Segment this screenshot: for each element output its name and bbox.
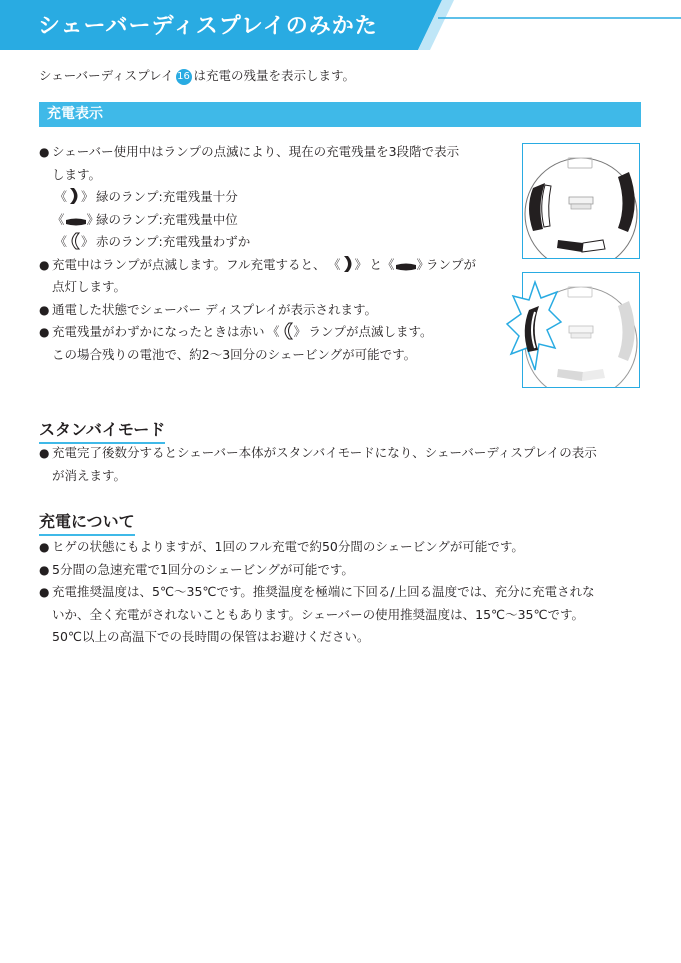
charging-body: ● ヒゲの状態にもよりますが、1回のフル充電で約50分間のシェービングが可能です。 ● 5分間の急速充電で1回分のシェービングが可能です。 ● 充電推奨温度は、5℃～35℃です。推奨温度を極端に下回る/上回る温度では、充分に充電されな いか、全く充電がされないこともあります。シェーバーの使用推奨温度は、15℃～35℃です。 50℃以上の高温下での長時間の保管はお避けください。 — [39, 536, 647, 649]
bullet-icon: ● — [39, 562, 50, 577]
lamp-row-full: 《 》 緑のランプ:充電残量十分 — [39, 186, 509, 209]
bullet-icon: ● — [39, 302, 50, 317]
list-item: ● 充電完了後数分するとシェーバー本体がスタンバイモードになり、シェーバーディスプレイの表示 — [39, 442, 647, 465]
lamp-row-low: 《 》 赤のランプ:充電残量わずか — [39, 231, 509, 254]
list-item: ● ヒゲの状態にもよりますが、1回のフル充電で約50分間のシェービングが可能です。 — [39, 536, 647, 559]
list-item: ● 充電中はランプが点滅します。フル充電すると、 《 》 と《 》ランプが — [39, 254, 509, 277]
standby-body: ● 充電完了後数分するとシェーバー本体がスタンバイモードになり、シェーバーディスプレイの表示 が消えます。 — [39, 442, 647, 487]
intro-text: シェーバーディスプレイ 16 は充電の残量を表示します。 — [39, 68, 356, 83]
number-badge: 16 — [176, 69, 192, 85]
lamp-full-icon: 《 》 — [328, 256, 368, 272]
bullet-icon: ● — [39, 540, 50, 554]
list-item: ● シェーバー使用中はランプの点滅により、現在の充電残量を3段階で表示 — [39, 141, 509, 164]
list-item: ● 充電残量がわずかになったときは赤い 《 》 ランプが点滅します。 — [39, 321, 509, 344]
charge-display-body: ● シェーバー使用中はランプの点滅により、現在の充電残量を3段階で表示 します。 《 》 緑のランプ:充電残量十分 《 》緑のランプ:充電残量中位 《 》 赤のランプ:充電残量わずか ● 充電中はランプが点滅します。フル充電すると、 《 》 と《 》ランプが 点灯します。 ● 通電した状態でシェーバー ディスプレイが表示されます。 ● 充電残量がわずかになったときは赤い 《 》 ランプが点滅します。 この場合残りの電池で、約2～3回分のシェービングが可能です。 — [39, 141, 509, 366]
lamp-row-mid: 《 》緑のランプ:充電残量中位 — [39, 209, 509, 232]
shaver-display-full-illustration — [523, 144, 640, 259]
section-title-charging: 充電について — [39, 509, 135, 536]
bullet-icon: ● — [39, 257, 50, 272]
display-figure-full — [522, 143, 640, 259]
bullet-icon: ● — [39, 446, 50, 460]
lamp-mid-icon: 《 》 — [382, 256, 430, 272]
lamp-full-icon: 《 》 — [54, 189, 94, 204]
list-item: ● 充電推奨温度は、5℃～35℃です。推奨温度を極端に下回る/上回る温度では、充分に充電されな — [39, 581, 647, 604]
section-title-standby: スタンバイモード — [39, 417, 165, 444]
section-title-charge-display: 充電表示 — [39, 102, 641, 127]
lamp-low-icon: 《 》 — [54, 234, 94, 249]
lamp-mid-icon: 《 》 — [52, 211, 100, 227]
page-title: シェーバーディスプレイのみかた — [38, 14, 378, 39]
bullet-icon: ● — [39, 145, 50, 159]
bullet-icon: ● — [39, 325, 50, 339]
blink-burst-icon — [505, 280, 563, 380]
list-item: ● 5分間の急速充電で1回分のシェービングが可能です。 — [39, 559, 647, 582]
lamp-low-icon: 《 》 — [267, 324, 307, 339]
header-banner — [0, 0, 681, 50]
list-item: ● 通電した状態でシェーバー ディスプレイが表示されます。 — [39, 299, 509, 322]
bullet-icon: ● — [39, 585, 50, 599]
